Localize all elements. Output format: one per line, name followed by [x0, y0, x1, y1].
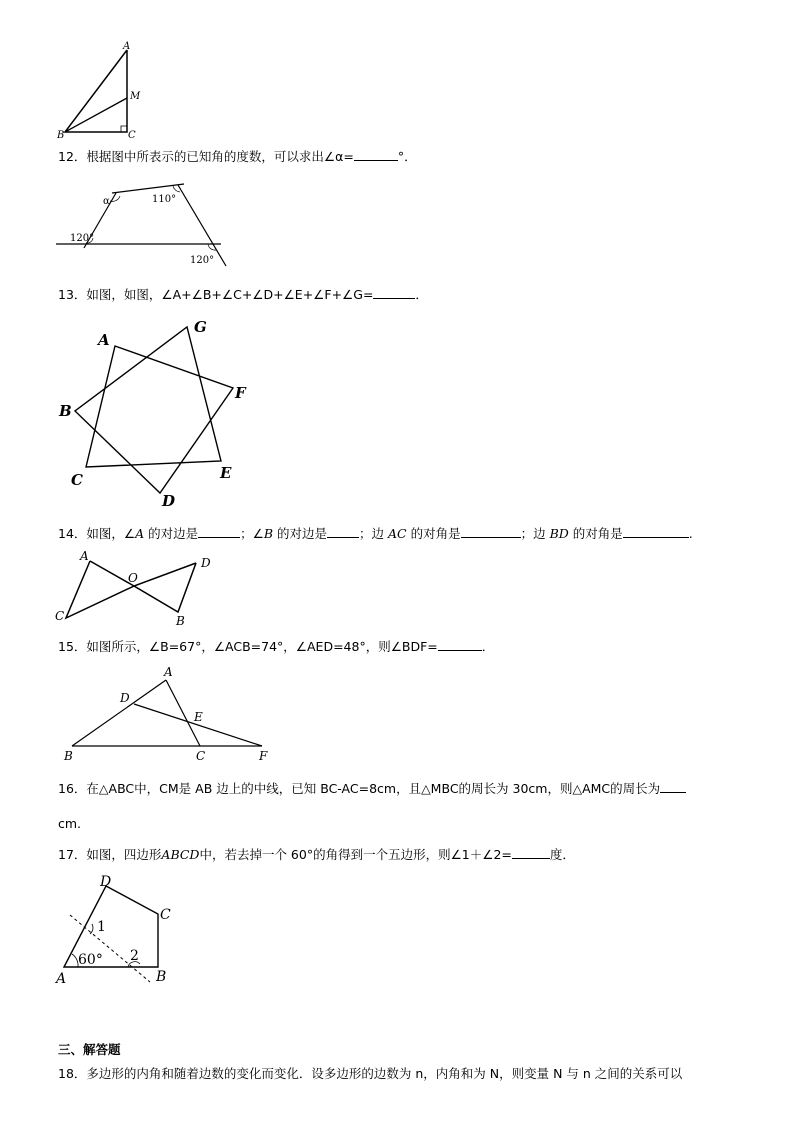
q12-top-side	[112, 184, 184, 193]
q15-segment-ba	[72, 680, 166, 746]
q15-tail: ．	[481, 639, 495, 654]
q11-figure	[55, 42, 175, 142]
q13-label-c: C	[71, 471, 83, 489]
q11-label-b: B	[57, 130, 65, 141]
q17-tail: 度．	[549, 847, 575, 862]
q15-number: 15．	[58, 639, 87, 654]
question-16-line-2	[58, 816, 81, 832]
q14-var-ac: AC	[388, 526, 407, 541]
q17-label-b: B	[156, 969, 167, 985]
q15-label-b: B	[64, 749, 73, 763]
q12-label-120-right: 120°	[190, 255, 215, 266]
q13-answer-blank[interactable]	[373, 286, 415, 299]
q14-blank-1[interactable]	[198, 525, 240, 538]
q12-answer-blank[interactable]	[354, 148, 398, 161]
q11-label-c: C	[128, 130, 136, 141]
q13-label-g: G	[194, 318, 207, 336]
q11-label-m: M	[130, 91, 141, 102]
q14-text-3: ；∠	[240, 526, 264, 541]
q11-segment-bm	[65, 98, 127, 132]
q15-label-a: A	[164, 665, 173, 679]
q17-label-d: D	[100, 874, 112, 890]
q14-tail: .	[688, 526, 693, 541]
q12-tail: °．	[397, 149, 417, 164]
q13-label-a: A	[98, 331, 110, 349]
q16-text: 在△ABC中，CM是 AB 边上的中线，已知 BC-AC=8cm，且△MBC的周长为 30cm，则△AMC的周长为	[86, 781, 661, 796]
q14-text-1: 如图，∠	[86, 526, 136, 541]
question-17	[58, 846, 575, 863]
q13-star-heptagon	[75, 327, 233, 493]
question-14	[58, 525, 693, 542]
q13-label-e: E	[220, 464, 232, 482]
q14-blank-4[interactable]	[623, 525, 689, 538]
q13-label-d: D	[162, 492, 176, 510]
question-13	[58, 286, 428, 303]
q14-text-4: 的对边是	[273, 526, 328, 541]
q17-label-2: 2	[130, 948, 139, 964]
q12-label-110: 110°	[152, 194, 177, 205]
q11-triangle	[65, 50, 127, 132]
q13-tail: ．	[415, 287, 428, 302]
q13-figure	[55, 318, 255, 508]
q14-blank-3[interactable]	[461, 525, 521, 538]
q15-label-e: E	[194, 710, 203, 724]
q14-figure	[52, 548, 222, 628]
q11-label-a: A	[123, 41, 131, 52]
question-15	[58, 638, 494, 655]
q17-label-60: 60°	[78, 952, 103, 968]
q11-right-angle-mark	[121, 126, 127, 132]
q16-number: 16．	[58, 781, 87, 796]
q15-label-f: F	[259, 749, 268, 763]
q12-number: 12．	[58, 149, 87, 164]
q15-figure	[58, 664, 278, 764]
q13-number: 13．	[58, 287, 87, 302]
q12-label-alpha: α	[103, 196, 110, 207]
q13-label-f: F	[235, 384, 246, 402]
q14-label-o: O	[128, 571, 138, 585]
q14-text-5: ；边	[359, 526, 389, 541]
q17-label-a: A	[56, 971, 67, 987]
q14-triangle-dob	[134, 563, 196, 612]
q12-figure	[56, 180, 236, 270]
q16-answer-blank[interactable]	[660, 780, 686, 793]
q12-label-120-left: 120°	[70, 233, 95, 244]
q14-label-b: B	[176, 614, 185, 628]
q17-number: 17．	[58, 847, 87, 862]
q14-label-a: A	[80, 549, 89, 563]
q14-text-7: ；边	[520, 526, 550, 541]
q14-var-bd: BD	[549, 526, 569, 541]
q15-answer-blank[interactable]	[438, 638, 482, 651]
question-12	[58, 148, 417, 165]
q14-number: 14．	[58, 526, 87, 541]
q17-label-1: 1	[97, 919, 106, 935]
q18-text: 多边形的内角和随着边数的变化而变化．设多边形的边数为 n，内角和为 N，则变量 N 与 n 之间的关系可以	[86, 1066, 683, 1081]
q13-text: 如图，如图，∠A+∠B+∠C+∠D+∠E+∠F+∠G=	[86, 287, 374, 302]
q15-label-d: D	[120, 691, 130, 705]
q17-text-2: 中，若去掉一个 60°的角得到一个五边形，则∠1＋∠2=	[199, 847, 512, 862]
q18-number: 18．	[58, 1066, 87, 1081]
q16-unit: cm.	[58, 816, 82, 831]
section-3-title: 三、解答题	[58, 1042, 121, 1057]
q15-label-c: C	[196, 749, 206, 763]
q13-label-b: B	[59, 402, 72, 420]
q14-text-8: 的对角是	[568, 526, 623, 541]
q12-right-side	[178, 185, 226, 266]
q17-figure	[52, 872, 192, 987]
q14-var-a: A	[135, 526, 145, 541]
q15-text: 如图所示，∠B=67°，∠ACB=74°，∠AED=48°，则∠BDF=	[86, 639, 438, 654]
q17-label-c: C	[160, 907, 171, 923]
q17-text-1: 如图，四边形	[86, 847, 162, 862]
q14-text-2: 的对边是	[144, 526, 199, 541]
q17-var-abcd: ABCD	[161, 847, 200, 862]
q12-text: 根据图中所表示的已知角的度数，可以求出∠α=	[86, 149, 354, 164]
question-18	[58, 1066, 682, 1082]
q14-blank-2[interactable]	[327, 525, 359, 538]
question-16	[58, 780, 686, 797]
q17-answer-blank[interactable]	[512, 846, 550, 859]
q14-label-c: C	[55, 609, 65, 623]
q14-label-d: D	[201, 556, 211, 570]
q14-var-b: B	[263, 526, 274, 541]
q14-text-6: 的对角是	[406, 526, 461, 541]
q14-triangle-aoc	[66, 561, 134, 618]
